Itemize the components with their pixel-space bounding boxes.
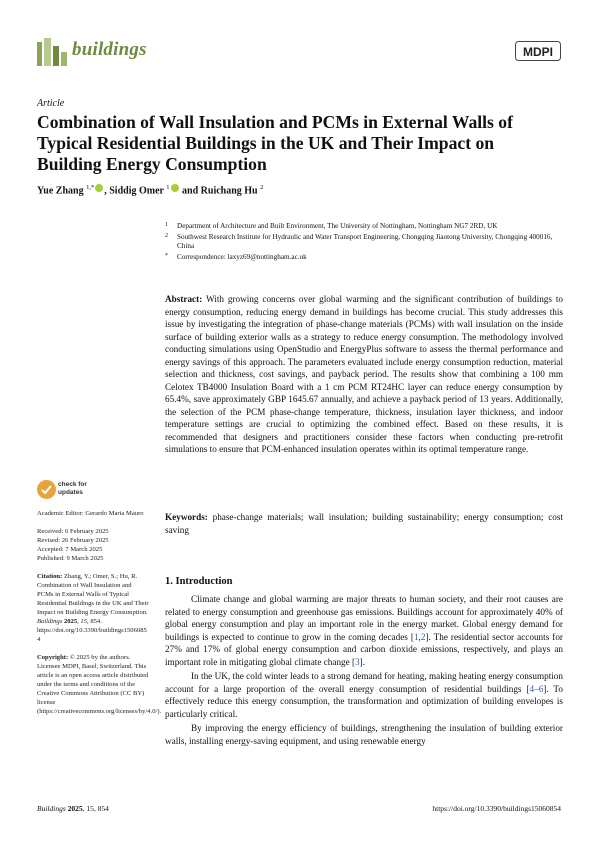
citation-label: Citation: (37, 573, 63, 580)
abstract-label: Abstract: (165, 294, 203, 304)
affiliation-item (165, 233, 565, 252)
citation-doi-link[interactable]: https://doi.org/10.3390/buildings15060854 (37, 627, 147, 643)
affiliation-item (165, 222, 565, 232)
paragraph-text: Climate change and global warming are major threats to human society, and their root causes are related to energy consumption and greenhouse gas emissions. Buildings account for approximately 40% of global energy consumption and play an important role in the energy market. Global energy demand for buildings is expected to continue to grow in the coming decades [ (165, 594, 563, 642)
citation-text: Zhang, Y.; Omer, S.; Hu, R. Combination of Wall Insulation and PCMs in External Walls of Typical Residential Buildings in the UK and Their Impact on Building Energy Consumption. (37, 573, 149, 616)
check-for-updates-button[interactable] (37, 480, 107, 502)
affiliation-text: Department of Architecture and Built Environment, The University of Nottingham, Nottingham NG7 2RD, UK (177, 222, 498, 230)
article-type: Article (37, 98, 65, 109)
citation-link[interactable]: 2 (420, 631, 426, 642)
affiliation-number: 1 (165, 222, 168, 228)
affiliation-number: 2 (165, 232, 168, 239)
author-affiliation-mark: 1,* (86, 184, 95, 191)
introduction-body (165, 593, 563, 749)
footer-doi-link[interactable]: https://doi.org/10.3390/buildings15060854 (432, 804, 561, 813)
author-name[interactable]: Ruichang Hu (200, 185, 258, 197)
check-updates-line2: updates (58, 488, 83, 496)
paragraph-text: ]. To effectively reduce this energy consumption, the transformation and optimization of building envelopes is particularly critical. (165, 683, 563, 719)
abstract (165, 293, 563, 456)
copyright-text: © 2025 by the authors. Licensee MDPI, Basel, Switzerland. This article is an open access article distributed under the terms and conditions of the Creative Commons Attribution (CC BY) license (https://creativecommons.org/licenses/by/4.0/). (37, 654, 162, 715)
keywords-label: Keywords: (165, 512, 208, 522)
date-accepted: Accepted: 7 March 2025 (37, 546, 103, 553)
author-affiliation-mark: 2 (260, 184, 264, 191)
date-revised: Revised: 26 February 2025 (37, 537, 109, 544)
citation: Citation: Zhang, Y.; Omer, S.; Hu, R. Combination of Wall Insulation and PCMs in External Walls of Typical Residential Buildings in the UK and Their Impact on Building Energy Consumption. Buildings 2025, 15, 854. https://doi.org/10.3390/buildings15060854 (37, 573, 149, 643)
paragraph-text: By improving the energy efficiency of buildings, strengthening the insulation of building exterior walls, installing energy-saving equipment, and using renewable energy (165, 723, 563, 746)
paragraph (165, 670, 563, 720)
abstract-text: With growing concerns over global warming and the significant contribution of buildings to energy consumption, reducing energy demand in buildings has become crucial. This study addresses this issue by investigating the integration of phase-change materials (PCMs) with wall insulation on the inside surface of building exterior walls as a strategy to reduce energy consumption. The methodology involved conducting simulations using OpenStudio and EnergyPlus software to assess the thermal performance and energy savings of this approach. The parameters evaluated include energy consumption reduction, material selection and thickness, cost savings, and payback period. The results show that combining a 100 mm Celotex TB4000 Insulation Board with a 1 cm PCM RT24HC layer can reduce energy consumption by 65.4%, save approximately GBP 1645.67 annually, and achieve a payback period of 13 years. Additionally, the selection of the PCM phase-change temperature, thickness, insulation layer thickness, and indoor temperature settings are crucial to optimizing the combined effect. Based on these results, it is recommended that designers and practitioners consider these factors when conducting pre-retrofit simulations to ensure that PCM-enhanced insulation operates within its optimal temperature range. (165, 294, 563, 454)
citation-year: 2025 (63, 618, 78, 625)
date-received: Received: 6 February 2025 (37, 528, 109, 535)
article-sidebar (37, 509, 162, 725)
citation-volume: 15 (80, 618, 88, 625)
section-heading: 1. Introduction (165, 576, 233, 587)
author-name[interactable]: Yue Zhang (37, 185, 84, 197)
academic-editor: Academic Editor: Gerardo Maria Mauro (37, 510, 144, 517)
author-list: Yue Zhang $^{1,*}$ , Siddig Omer $^1$ and Ruichang Hu $^2$ (37, 184, 264, 197)
affiliations (165, 222, 565, 263)
citation-link[interactable]: 1 (413, 631, 419, 642)
orcid-icon[interactable] (95, 184, 103, 192)
footer-vol-page: , 15, 854 (82, 804, 109, 813)
journal-name: buildings (72, 39, 147, 60)
author-affiliation-mark: 1 (166, 184, 170, 191)
mdpi-logo (515, 41, 561, 61)
dates (37, 527, 149, 563)
mdpi-label: MDPI (523, 45, 553, 59)
citation-link[interactable]: 4–6 (529, 683, 544, 694)
check-updates-icon (37, 480, 56, 499)
footer-journal-info (37, 804, 109, 813)
date-published: Published: 9 March 2025 (37, 555, 104, 562)
paragraph-text: In the UK, the cold winter leads to a strong demand for heating, making heating energy consumption account for a large proportion of the overall energy consumption of residential buildings [ (165, 671, 563, 694)
affiliation-number: * (165, 252, 168, 259)
keywords-text: phase-change materials; wall insulation; building sustainability; energy consumption; cost saving (165, 512, 563, 535)
paragraph (165, 722, 563, 747)
keywords (165, 511, 563, 536)
copyright (37, 653, 162, 716)
paragraph (165, 593, 563, 668)
footer-journal: Buildings (37, 804, 66, 813)
citation-journal: Buildings (37, 618, 63, 625)
paragraph-text: ]. (359, 656, 366, 667)
author-conjunction: and (182, 185, 199, 197)
paragraph-text: ]. The residential sector accounts for 27% and 17% of global energy consumption and carbon dioxide emissions, respectively, and plays an important role in mitigating global climate change [ (165, 631, 563, 667)
citation-link[interactable]: 3 (355, 656, 360, 667)
author-name[interactable]: Siddig Omer (109, 185, 164, 197)
buildings-logo-icon (37, 38, 67, 66)
citation-separator: , (418, 631, 421, 642)
footer-year: 2025 (67, 804, 83, 813)
orcid-icon[interactable] (171, 184, 179, 192)
affiliation-item (165, 253, 565, 263)
affiliation-text: Southwest Research Institute for Hydraulic and Water Transport Engineering, Chongqing Jiaotong University, Chongqing 400016, China (177, 232, 553, 250)
correspondence-text[interactable]: Correspondence: laxyz69@nottingham.ac.uk (177, 252, 307, 261)
check-updates-line1: check for (58, 481, 87, 488)
article-title: Combination of Wall Insulation and PCMs in External Walls of Typical Residential Buildings in the UK and Their Impact on Building Energy Consumption (37, 112, 513, 174)
citation-page: 854. (90, 618, 102, 625)
copyright-label: Copyright: (37, 654, 69, 661)
